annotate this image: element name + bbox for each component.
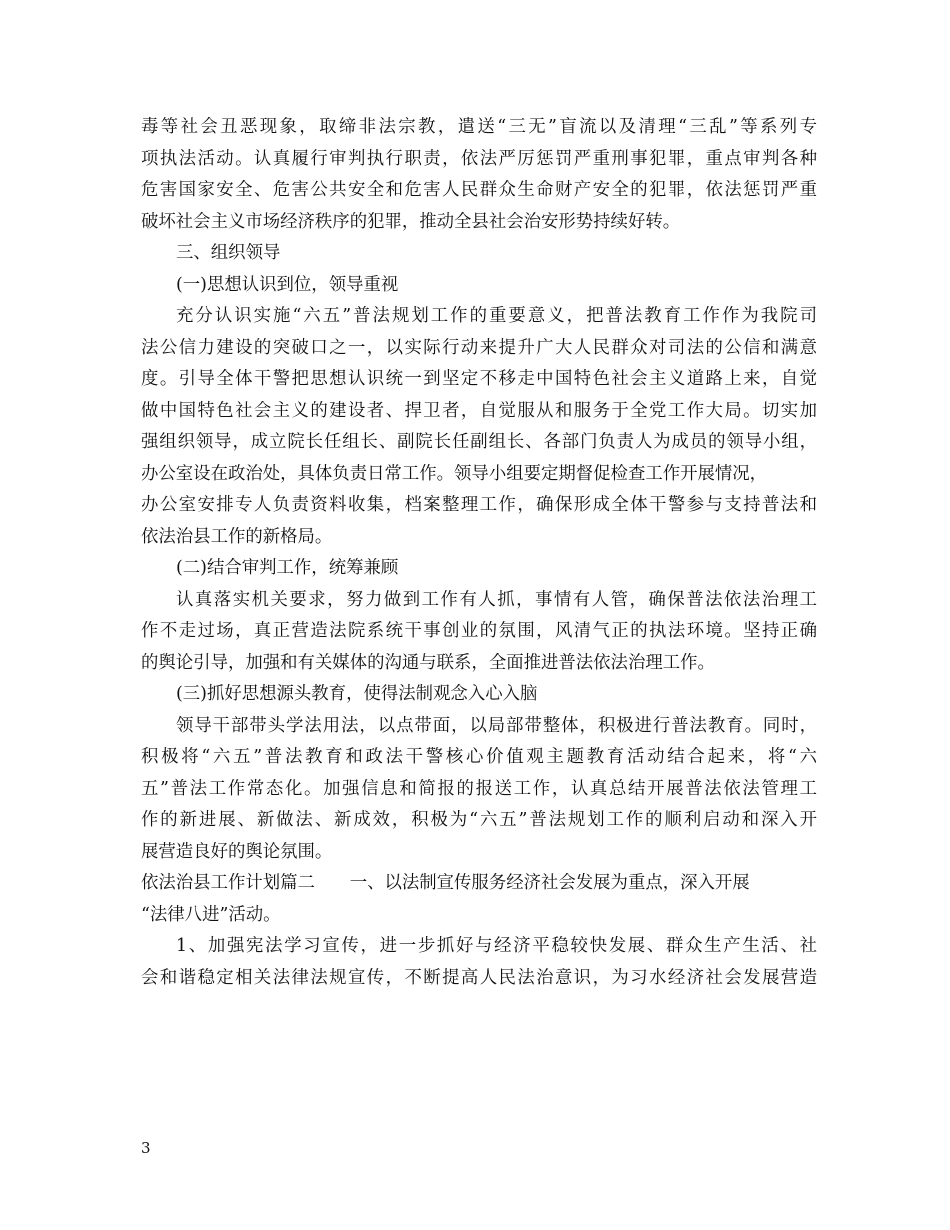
text-line: 作不走过场，真正营造法院系统干事创业的氛围，风清气正的执法环境。坚持正确 — [141, 621, 817, 641]
text-line: “法律八进”活动。 — [141, 904, 281, 925]
subsection-heading: (二)结合审判工作，统筹兼顾 — [176, 558, 399, 578]
text-line: 的舆论引导，加强和有关媒体的沟通与联系，全面推进普法依法治理工作。 — [141, 652, 715, 673]
text-line: 法公信力建设的突破口之一，以实际行动来提升广大人民群众对司法的公信和满意 — [141, 337, 817, 358]
text-line: 充分认识实施“六五”普法规划工作的重要意义，把普法教育工作作为我院司 — [176, 306, 817, 326]
text-line: 积极将“六五”普法教育和政法干警核心价值观主题教育活动结合起来，将“六 — [141, 747, 817, 767]
text-line: 办公室设在政治处，具体负责日常工作。领导小组要定期督促检查工作开展情况， — [141, 463, 768, 484]
page-number: 3 — [141, 1139, 151, 1157]
subsection-heading: (三)抓好思想源头教育，使得法制观念入心入脑 — [176, 684, 538, 704]
text-line: 认真落实机关要求，努力做到工作有人抓，事情有人管，确保普法依法治理工 — [176, 589, 817, 610]
document-body — [141, 112, 817, 994]
text-line: 度。引导全体干警把思想认识统一到坚定不移走中国特色社会主义道路上来，自觉 — [141, 369, 817, 389]
text-line: 危害国家安全、危害公共安全和危害人民群众生命财产安全的犯罪，依法惩罚严重 — [141, 180, 817, 200]
text-line: 作的新进展、新做法、新成效，积极为“六五”普法规划工作的顺利启动和深入开 — [141, 810, 817, 830]
text-line: 会和谐稳定相关法律法规宣传，不断提高人民法治意识，为习水经济社会发展营造 — [141, 967, 817, 988]
text-line: 做中国特色社会主义的建设者、捍卫者，自觉服从和服务于全党工作大局。切实加 — [141, 400, 817, 421]
text-line: 强组织领导，成立院长任组长、副院长任副组长、各部门负责人为成员的领导小组， — [141, 432, 817, 452]
text-line: 领导干部带头学法用法，以点带面，以局部带整体，积极进行普法教育。同时， — [176, 715, 817, 736]
subsection-heading: (一)思想认识到位，领导重视 — [176, 274, 399, 295]
text-line: 1、加强宪法学习宣传，进一步抓好与经济平稳较快发展、群众生产生活、社 — [176, 936, 817, 956]
text-line: 办公室安排专人负责资料收集，档案整理工作，确保形成全体干警参与支持普法和 — [141, 495, 817, 515]
text-line: 依法治县工作计划篇二 一、以法制宣传服务经济社会发展为重点，深入开展 — [141, 873, 750, 893]
text-line: 项执法活动。认真履行审判执行职责，依法严厉惩罚严重刑事犯罪，重点审判各种 — [141, 148, 817, 169]
text-line: 展营造良好的舆论氛围。 — [141, 841, 333, 862]
section-heading: 三、组织领导 — [176, 243, 281, 263]
text-line: 五”普法工作常态化。加强信息和简报的报送工作，认真总结开展普法依法管理工 — [141, 778, 817, 799]
text-line: 破坏社会主义市场经济秩序的犯罪，推动全县社会治安形势持续好转。 — [141, 211, 681, 232]
text-line: 依法治县工作的新格局。 — [141, 526, 333, 547]
text-line: 毒等社会丑恶现象，取缔非法宗教，遣送“三无”盲流以及清理“三乱”等系列专 — [141, 117, 817, 137]
